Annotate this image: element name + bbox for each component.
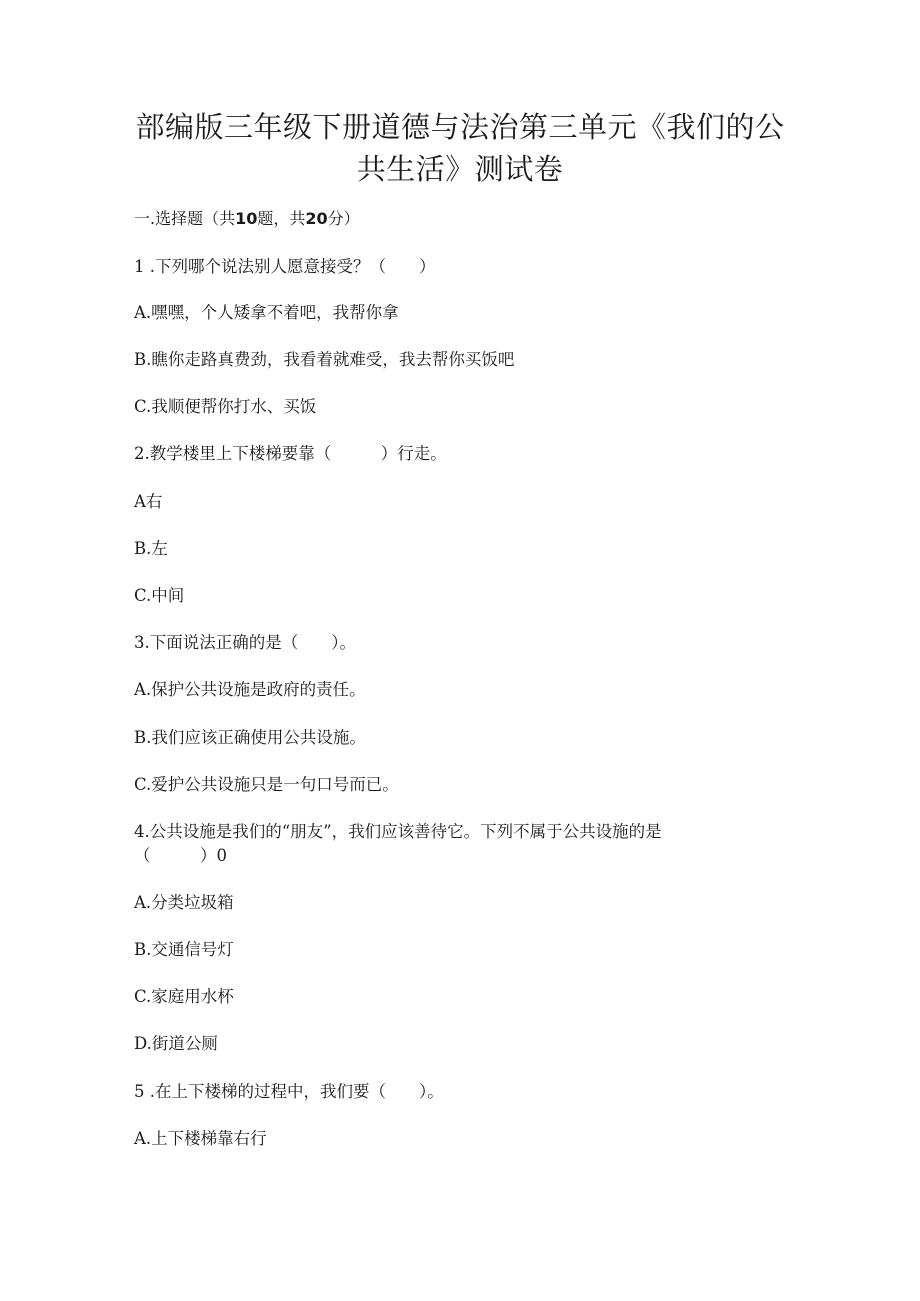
option-2b: B.左 [134,539,168,558]
option-1a: A.嘿嘿，个人矮拿不着吧，我帮你拿 [134,303,399,322]
question-5: 5 .在上下楼梯的过程中，我们要（ ）。 [134,1082,444,1101]
question-3: 3.下面说法正确的是（ ）。 [134,633,356,652]
option-1b: B.瞧你走路真费劲，我看着就难受，我去帮你买饭吧 [134,350,515,369]
option-1c: C.我顺便帮你打水、买饭 [134,397,317,416]
document-title [130,106,790,190]
section-heading: 一.选择题（共10题，共20分） [134,209,360,228]
option-3a: A.保护公共设施是政府的责任。 [134,680,366,699]
option-5a: A.上下楼梯靠右行 [134,1129,267,1148]
option-4c: C.家庭用水杯 [134,987,234,1006]
option-4b: B.交通信号灯 [134,940,234,959]
option-4d: D.街道公厕 [134,1034,218,1053]
option-2c: C.中间 [134,586,185,605]
option-3b: B.我们应该正确使用公共设施。 [134,728,366,747]
title-line-2: 共生活》测试卷 [356,152,564,186]
question-4-continuation: （ ）0 [134,846,227,865]
option-3c: C.爱护公共设施只是一句口号而已。 [134,775,399,794]
question-2: 2.教学楼里上下楼梯要靠（ ）行走。 [134,444,447,463]
option-4a: A.分类垃圾箱 [134,893,234,912]
title-line-1: 部编版三年级下册道德与法治第三单元《我们的公 [135,110,785,144]
question-1: 1 .下列哪个说法别人愿意接受？（ ） [134,257,436,276]
question-4: 4.公共设施是我们的“朋友”，我们应该善待它。下列不属于公共设施的是 [134,822,662,841]
option-2a: A右 [134,492,163,511]
